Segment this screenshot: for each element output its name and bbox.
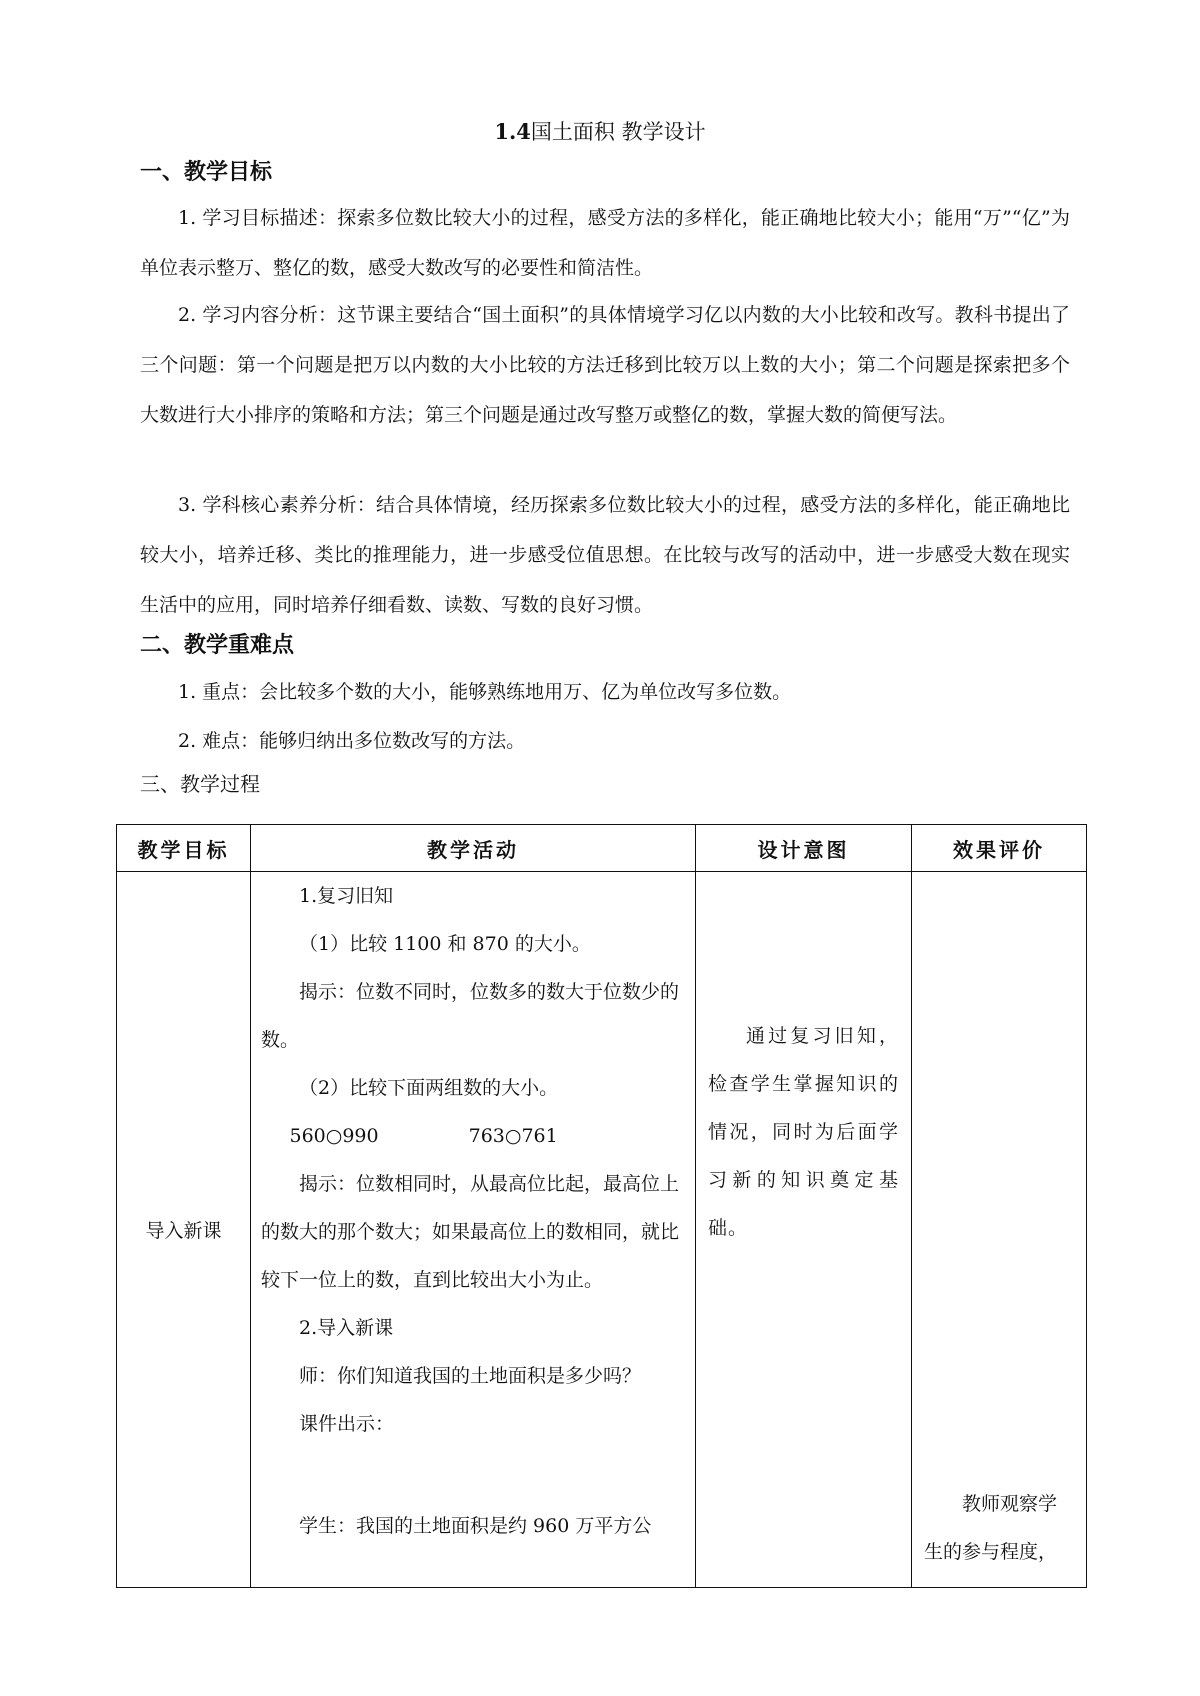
activity-reveal-1: 揭示：位数不同时，位数多的数大于位数少的数。 (261, 981, 680, 1051)
goal-cell: 导入新课 (117, 872, 251, 1588)
section-heading-objectives: 一、教学目标 (140, 160, 273, 185)
activity-cell (251, 872, 696, 1588)
table-header-row (117, 825, 1087, 872)
objective-paragraph-3: 3. 学科核心素养分析：结合具体情境，经历探索多位数比较大小的过程，感受方法的多样化，能正确地比较大小，培养迁移、类比的推理能力，进一步感受位值思想。在比较与改写的活动中，进一步感受大数在现实生活中的应用，同时培养仔细看数、读数、写数的良好习惯。 (140, 494, 1070, 616)
header-evaluation: 效果评价 (912, 825, 1087, 872)
title-text: 国土面积 教学设计 (530, 120, 706, 144)
difficult-point-paragraph: 2. 难点：能够归纳出多位数改写的方法。 (178, 730, 526, 752)
lesson-process-table (116, 824, 1087, 1588)
evaluation-text: 教师观察学生的参与程度， (924, 1493, 1058, 1563)
activity-reveal-2: 揭示：位数相同时，从最高位比起，最高位上的数大的那个数大；如果最高位上的数相同，就比较下一位上的数，直到比较出大小为止。 (261, 1173, 680, 1291)
activity-courseware: 课件出示： (299, 1413, 395, 1435)
document-title (0, 116, 1200, 146)
intent-cell (696, 872, 912, 1588)
title-number: 1.4 (494, 119, 531, 144)
intent-text: 通过复习旧知，检查学生掌握知识的情况，同时为后面学习新的知识奠定基础。 (708, 1025, 899, 1239)
activity-compare-pairs (261, 1112, 685, 1160)
activity-compare-1: （1）比较 1100 和 870 的大小。 (299, 933, 591, 955)
header-intent: 设计意图 (696, 825, 912, 872)
table-row (117, 872, 1087, 1588)
evaluation-cell (912, 872, 1087, 1588)
activity-intro-heading: 2.导入新课 (299, 1317, 394, 1339)
section-heading-process: 三、教学过程 (140, 772, 260, 796)
activity-student-answer: 学生：我国的土地面积是约 960 万平方公 (299, 1515, 652, 1537)
objective-paragraph-2: 2. 学习内容分析：这节课主要结合“国土面积”的具体情境学习亿以内数的大小比较和改写。教科书提出了三个问题：第一个问题是把万以内数的大小比较的方法迁移到比较万以上数的大小；第二个问题是探索把多个大数进行大小排序的策略和方法；第三个问题是通过改写整万或整亿的数，掌握大数的简便写法。 (140, 304, 1070, 426)
activity-compare-2: （2）比较下面两组数的大小。 (299, 1077, 559, 1099)
activity-review-heading: 1.复习旧知 (299, 885, 394, 907)
compare-pair-left: 560○990 (289, 1125, 379, 1147)
activity-teacher-question: 师：你们知道我国的土地面积是多少吗？ (299, 1365, 642, 1387)
courseware-placeholder (261, 1448, 685, 1502)
compare-pair-right: 763○761 (468, 1125, 558, 1147)
header-goal: 教学目标 (117, 825, 251, 872)
objective-paragraph-1: 1. 学习目标描述：探索多位数比较大小的过程，感受方法的多样化，能正确地比较大小；能用“万”“亿”为单位表示整万、整亿的数，感受大数改写的必要性和简洁性。 (140, 207, 1070, 279)
header-activity: 教学活动 (251, 825, 696, 872)
section-heading-key-points: 二、教学重难点 (140, 633, 295, 658)
key-point-paragraph: 1. 重点：会比较多个数的大小，能够熟练地用万、亿为单位改写多位数。 (178, 681, 792, 703)
